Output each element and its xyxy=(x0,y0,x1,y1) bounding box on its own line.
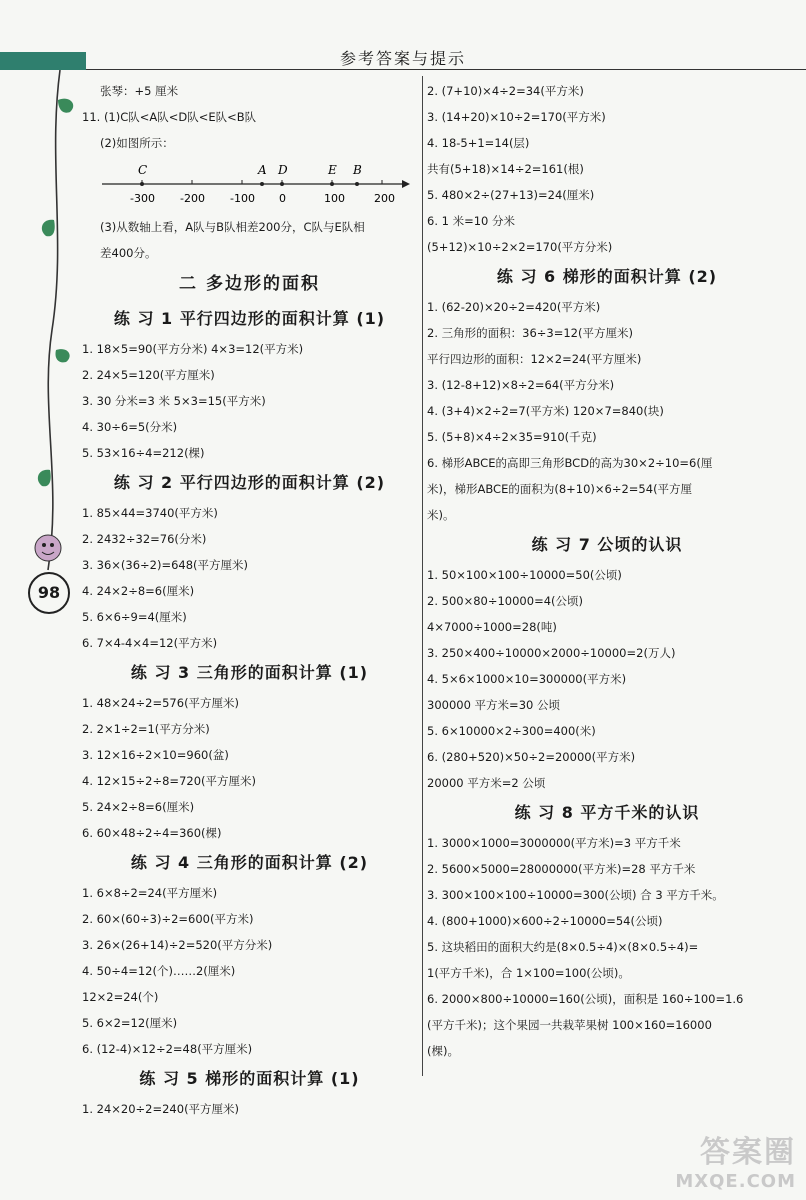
answer-line: 6. 7×4-4×4=12(平方米) xyxy=(82,636,218,650)
number-line-point-label: E xyxy=(328,163,337,177)
number-line-diagram xyxy=(82,156,417,214)
number-line-point-label: B xyxy=(353,163,362,177)
number-line-tick-label: -200 xyxy=(180,192,205,205)
answer-line: 差400分。 xyxy=(100,246,157,260)
answer-line: 5. 6×10000×2÷300=400(米) xyxy=(427,724,596,738)
exercise-title: 练 习 3 三角形的面积计算 (1) xyxy=(130,663,369,682)
page-number: 98 xyxy=(28,572,70,614)
answer-line: 3. 12×16÷2×10=960(盆) xyxy=(82,748,229,762)
watermark xyxy=(675,1127,796,1192)
answer-line: 3. 30 分米=3 米 5×3=15(平方米) xyxy=(82,394,266,408)
answer-line: 1. 50×100×100÷10000=50(公顷) xyxy=(427,568,622,582)
answer-line: 4. 24×2÷8=6(厘米) xyxy=(82,584,195,598)
answer-line: 5. 6×2=12(厘米) xyxy=(82,1016,178,1030)
answer-line: 5. (5+8)×4÷2×35=910(千克) xyxy=(427,430,597,444)
answer-line: 2. 2432÷32=76(分米) xyxy=(82,532,207,546)
answer-line: 2. 60×(60÷3)÷2=600(平方米) xyxy=(82,912,254,926)
answer-line: 3. (14+20)×10÷2=170(平方米) xyxy=(427,110,606,124)
answer-line: 1. 6×8÷2=24(平方厘米) xyxy=(82,886,218,900)
number-line-tick-label: -100 xyxy=(230,192,255,205)
answer-line: 5. 480×2÷(27+13)=24(厘米) xyxy=(427,188,595,202)
number-line-tick-label: 0 xyxy=(279,192,286,205)
answer-line: 米)，梯形ABCE的面积为(8+10)×6÷2=54(平方厘 xyxy=(427,482,693,496)
answer-line: 1. 48×24÷2=576(平方厘米) xyxy=(82,696,240,710)
page-header xyxy=(0,0,806,80)
answer-line: 4. (3+4)×2÷2=7(平方米) 120×7=840(块) xyxy=(427,404,664,418)
page-header-title: 参考答案与提示 xyxy=(340,49,467,68)
chapter-title: 二 多边形的面积 xyxy=(179,274,320,294)
answer-line: 2. 500×80÷10000=4(公顷) xyxy=(427,594,583,608)
answer-line: 6. (12-4)×12÷2=48(平方厘米) xyxy=(82,1042,253,1056)
answer-line: 米)。 xyxy=(427,508,455,522)
answer-line: 1(平方千米)，合 1×100=100(公顷)。 xyxy=(427,966,630,980)
answer-line: 4. 12×15÷2÷8=720(平方厘米) xyxy=(82,774,256,788)
answer-line: 6. 2000×800÷10000=160(公顷)，面积是 160÷100=1.6 xyxy=(427,992,744,1006)
answer-line: 1. (62-20)×20÷2=420(平方米) xyxy=(427,300,601,314)
answer-line: 5. 6×6÷9=4(厘米) xyxy=(82,610,187,624)
answer-line: 6. 1 米=10 分米 xyxy=(427,214,516,228)
answer-line: 5. 24×2÷8=6(厘米) xyxy=(82,800,195,814)
answer-line: (棵)。 xyxy=(427,1044,459,1058)
answer-line: 4. 18-5+1=14(层) xyxy=(427,136,530,150)
answer-line: 5. 这块稻田的面积大约是(8×0.5÷4)×(8×0.5÷4)= xyxy=(427,940,699,954)
watermark-logo: 答案圈 xyxy=(700,1135,796,1170)
answer-line: 300000 平方米=30 公顷 xyxy=(427,698,560,712)
exercise-title: 练 习 4 三角形的面积计算 (2) xyxy=(130,853,369,872)
answer-line: 1. 24×20÷2=240(平方厘米) xyxy=(82,1102,240,1116)
answer-line: 2. (7+10)×4÷2=34(平方米) xyxy=(427,84,584,98)
vine-decoration-icon xyxy=(0,70,90,650)
answer-line: 2. 5600×5000=28000000(平方米)=28 平方千米 xyxy=(427,862,696,876)
answer-line: 20000 平方米=2 公顷 xyxy=(427,776,546,790)
answer-line: 6. 梯形ABCE的高即三角形BCD的高为30×2÷10=6(厘 xyxy=(427,456,713,470)
answer-line: 4. 30÷6=5(分米) xyxy=(82,420,178,434)
answer-line: 2. 三角形的面积：36÷3=12(平方厘米) xyxy=(427,326,633,340)
answer-line: 12×2=24(个) xyxy=(82,990,159,1004)
answer-line: 平行四边形的面积：12×2=24(平方厘米) xyxy=(427,352,642,366)
number-line-tick-label: 100 xyxy=(324,192,345,205)
answer-line: 1. 18×5=90(平方分米) 4×3=12(平方米) xyxy=(82,342,304,356)
exercise-title: 练 习 1 平行四边形的面积计算 (1) xyxy=(113,309,386,328)
answer-line: 共有(5+18)×14÷2=161(根) xyxy=(427,162,584,176)
number-line-point-label: D xyxy=(278,163,288,177)
exercise-title: 练 习 2 平行四边形的面积计算 (2) xyxy=(113,473,386,492)
answer-line: (2)如图所示： xyxy=(100,136,174,150)
answer-line: 4×7000÷1000=28(吨) xyxy=(427,620,557,634)
exercise-title: 练 习 5 梯形的面积计算 (1) xyxy=(139,1069,360,1088)
answer-line: 张琴：+5 厘米 xyxy=(100,84,179,98)
exercise-title: 练 习 8 平方千米的认识 xyxy=(514,803,700,822)
answer-line: 3. 250×400÷10000×2000÷10000=2(万人) xyxy=(427,646,676,660)
number-line-point-label: A xyxy=(258,163,267,177)
answer-line: 5. 53×16÷4=212(棵) xyxy=(82,446,205,460)
answer-line: 4. 50÷4=12(个)……2(厘米) xyxy=(82,964,236,978)
answer-line: 6. (280+520)×50÷2=20000(平方米) xyxy=(427,750,636,764)
answer-line: 11. (1)C队<A队<D队<E队<B队 xyxy=(82,110,257,124)
number-line-tick-label: 200 xyxy=(374,192,395,205)
header-color-bar xyxy=(0,52,86,70)
answer-line: 1. 85×44=3740(平方米) xyxy=(82,506,218,520)
number-line-tick-label: -300 xyxy=(130,192,155,205)
answer-line: 3. 36×(36÷2)=648(平方厘米) xyxy=(82,558,249,572)
answer-line: 2. 24×5=120(平方厘米) xyxy=(82,368,215,382)
exercise-title: 练 习 7 公顷的认识 xyxy=(531,535,683,554)
answer-line: 3. 300×100×100÷10000=300(公顷) 合 3 平方千米。 xyxy=(427,888,724,902)
answer-line: (5+12)×10÷2×2=170(平方分米) xyxy=(427,240,613,254)
answer-line: 3. 26×(26+14)÷2=520(平方分米) xyxy=(82,938,273,952)
answer-line: 4. (800+1000)×600÷2÷10000=54(公顷) xyxy=(427,914,663,928)
answer-line: 4. 5×6×1000×10=300000(平方米) xyxy=(427,672,627,686)
number-line-point-label: C xyxy=(138,163,148,177)
answer-line: (平方千米)；这个果园一共栽苹果树 100×160=16000 xyxy=(427,1018,712,1032)
answer-line: (3)从数轴上看，A队与B队相差200分，C队与E队相 xyxy=(100,220,365,234)
exercise-title: 练 习 6 梯形的面积计算 (2) xyxy=(496,267,718,286)
left-column xyxy=(82,78,417,1122)
answer-line: 6. 60×48÷2÷4=360(棵) xyxy=(82,826,222,840)
answer-line: 2. 2×1÷2=1(平方分米) xyxy=(82,722,210,736)
answer-line: 1. 3000×1000=3000000(平方米)=3 平方千米 xyxy=(427,836,681,850)
watermark-url: MXQE.COM xyxy=(675,1171,796,1192)
right-column xyxy=(427,78,787,1064)
answer-line: 3. (12-8+12)×8÷2=64(平方分米) xyxy=(427,378,615,392)
header-rule xyxy=(86,69,806,70)
column-divider xyxy=(422,76,423,1076)
